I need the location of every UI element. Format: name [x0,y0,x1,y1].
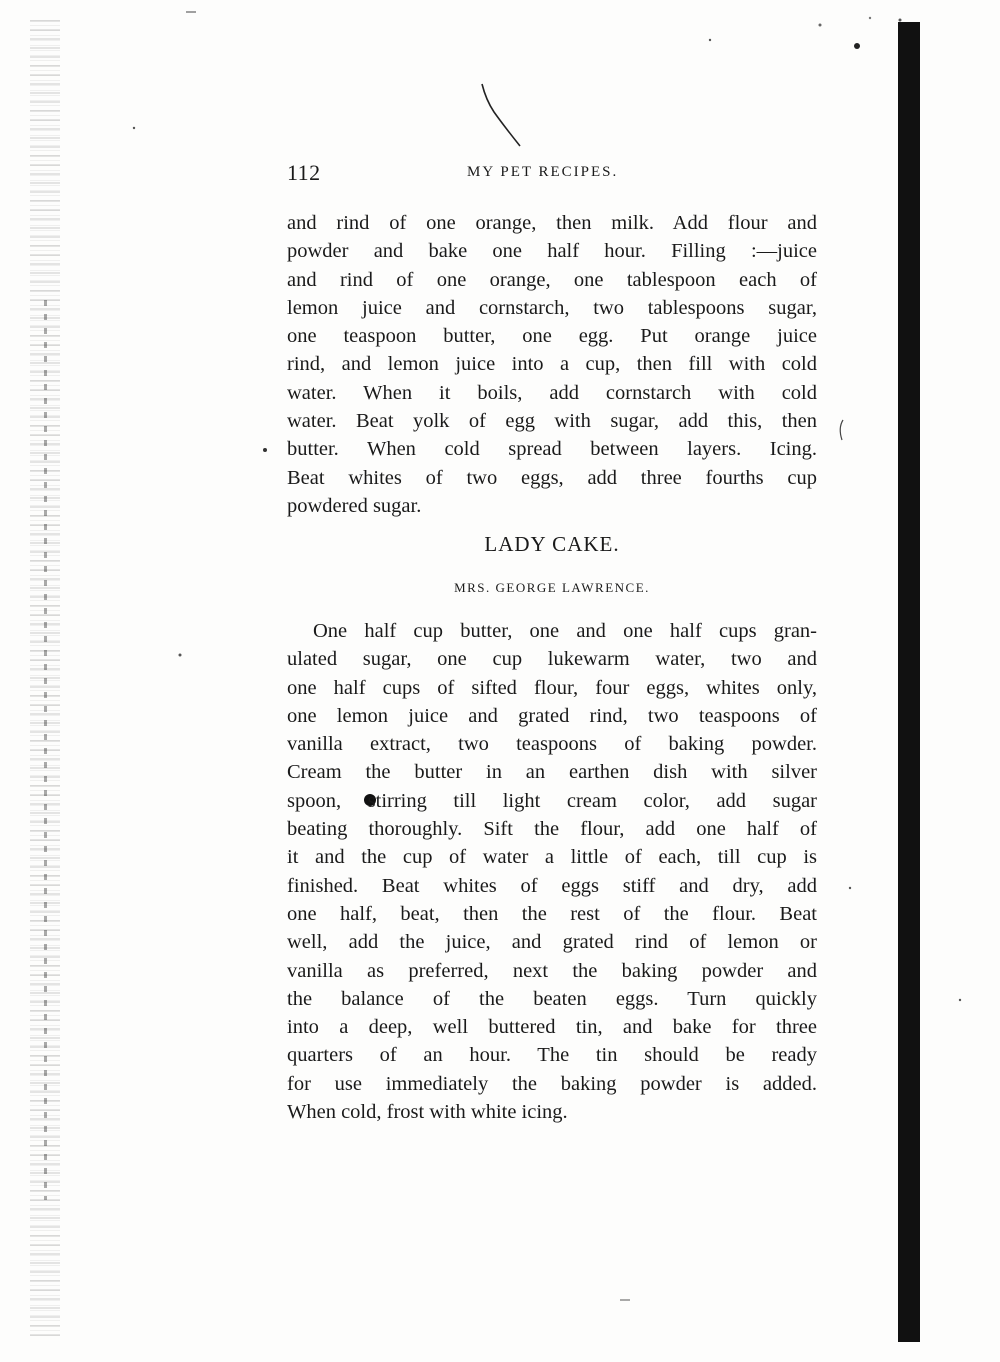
recipe-author: MRS. GEORGE LAWRENCE. [454,580,650,595]
text-line: the balance of the beaten eggs. Turn quickly [287,987,817,1010]
ink-dot [899,19,902,22]
ink-dot [819,24,822,27]
text-line: water. When it boils, add cornstarch with cold [287,381,817,404]
text-line: one half, beat, then the rest of the flour. Beat [287,902,817,925]
text-line: spoon, stirring till light cream color, add sugar [287,789,817,812]
ink-dot [854,43,860,49]
text-line: well, add the juice, and grated rind of lemon or [287,931,817,954]
text-line: into a deep, well buttered tin, and bake for three [287,1016,817,1039]
margin-mark [840,420,843,440]
ink-dot [869,17,871,19]
text-line: one half cups of sifted flour, four eggs, whites only, [287,676,817,699]
ink-dot [709,39,711,41]
ink-dot [179,654,182,657]
text-line: powdered sugar. [287,494,422,517]
text-line: vanilla extract, two teaspoons of baking powder. [287,733,817,756]
text-line: beating thoroughly. Sift the flour, add one half of [287,818,817,841]
text-line: lemon juice and cornstarch, two tablespoons sugar, [287,296,817,319]
continued-recipe-text [287,209,817,520]
ink-dot [263,448,267,452]
text-line: for use immediately the baking powder is added. [287,1072,817,1095]
text-line: water. Beat yolk of egg with sugar, add this, then [287,410,817,433]
running-head: MY PET RECIPES. [467,164,619,180]
text-line: butter. When cold spread between layers. Icing. [287,438,817,461]
text-line: ulated sugar, one cup lukewarm water, two and [287,648,817,671]
text-line: quarters of an hour. The tin should be ready [287,1044,817,1067]
text-line: Cream the butter in an earthen dish with silver [287,761,817,784]
text-line: powder and bake one half hour. Filling :—juice [287,240,817,263]
ink-dot [849,887,851,889]
text-line: rind, and lemon juice into a cup, then fill with cold [287,353,817,376]
page-number: 112 [287,160,321,185]
text-line: one lemon juice and grated rind, two teaspoons of [287,704,817,727]
recipe-body-text [287,617,817,1126]
stray-ink-stroke [482,84,520,146]
ink-dot [133,127,135,129]
text-line: finished. Beat whites of eggs stiff and dry, add [287,874,817,897]
text-line: When cold, frost with white icing. [287,1101,568,1124]
text-line: one teaspoon butter, one egg. Put orange juice [287,325,817,348]
text-line: it and the cup of water a little of each, till cup is [287,846,817,869]
text-line: Beat whites of two eggs, add three fourths cup [287,466,817,489]
text-line: vanilla as preferred, next the baking powder and [287,959,817,982]
text-line: and rind of one orange, one tablespoon each of [287,268,817,291]
text-line: and rind of one orange, then milk. Add flour and [287,212,817,234]
page-header [287,160,817,190]
ink-dot [959,999,961,1001]
text-line: One half cup butter, one and one half cups gran- [313,620,817,642]
recipe-title: LADY CAKE. [484,532,620,556]
